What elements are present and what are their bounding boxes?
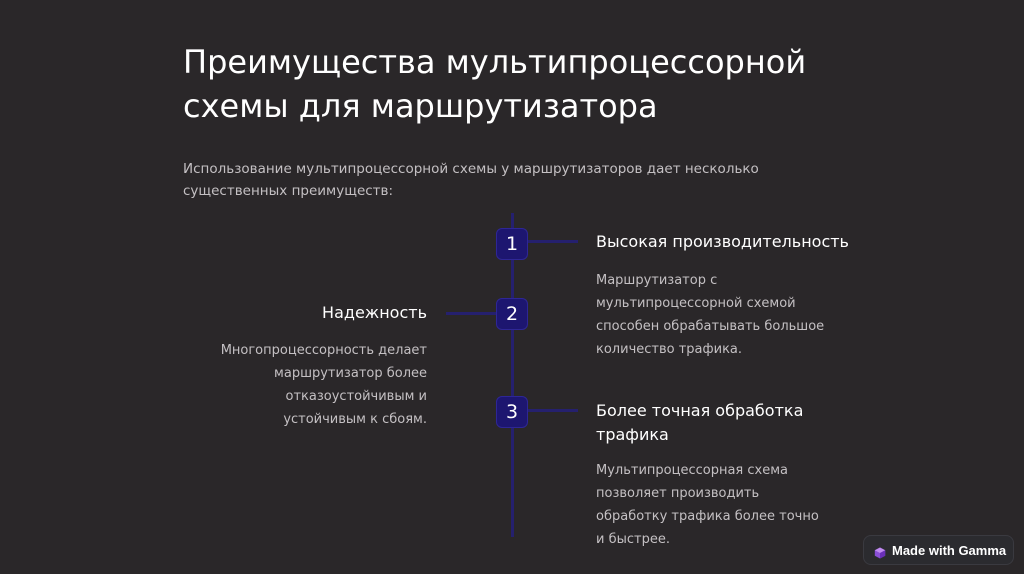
- timeline-connector-1: [528, 240, 578, 243]
- badge-label: Made with Gamma: [892, 542, 1007, 558]
- timeline-connector-2: [446, 312, 496, 315]
- intro-text: Использование мультипроцессорной схемы у маршрутизаторов дает несколько существенных преимуществ:: [183, 161, 759, 199]
- item-text-reliability: Многопроцессорность делает маршрутизатор более отказоустойчивым и устойчивым к сбоям.: [220, 343, 427, 427]
- timeline-connector-3: [528, 409, 578, 412]
- timeline-node-2: 2: [496, 298, 528, 330]
- timeline-node-1: 1: [496, 228, 528, 260]
- item-text-performance: Маршрутизатор с мультипроцессорной схемой способен обрабатывать большое количество трафика.: [596, 273, 825, 357]
- item-text-accuracy: Мультипроцессорная схема позволяет производить обработку трафика более точно и быстрее.: [596, 463, 819, 547]
- item-title-reliability: Надежность: [322, 303, 427, 322]
- slide-title: Преимущества мультипроцессорной схемы для маршрутизатора: [183, 43, 807, 125]
- gamma-logo-icon: [874, 544, 886, 556]
- item-title-performance: Высокая производительность: [596, 232, 849, 251]
- timeline-spine: [511, 213, 514, 537]
- timeline-node-3: 3: [496, 396, 528, 428]
- item-title-accuracy: Более точная обработка трафика: [596, 401, 804, 444]
- made-with-gamma-badge[interactable]: [863, 535, 1014, 565]
